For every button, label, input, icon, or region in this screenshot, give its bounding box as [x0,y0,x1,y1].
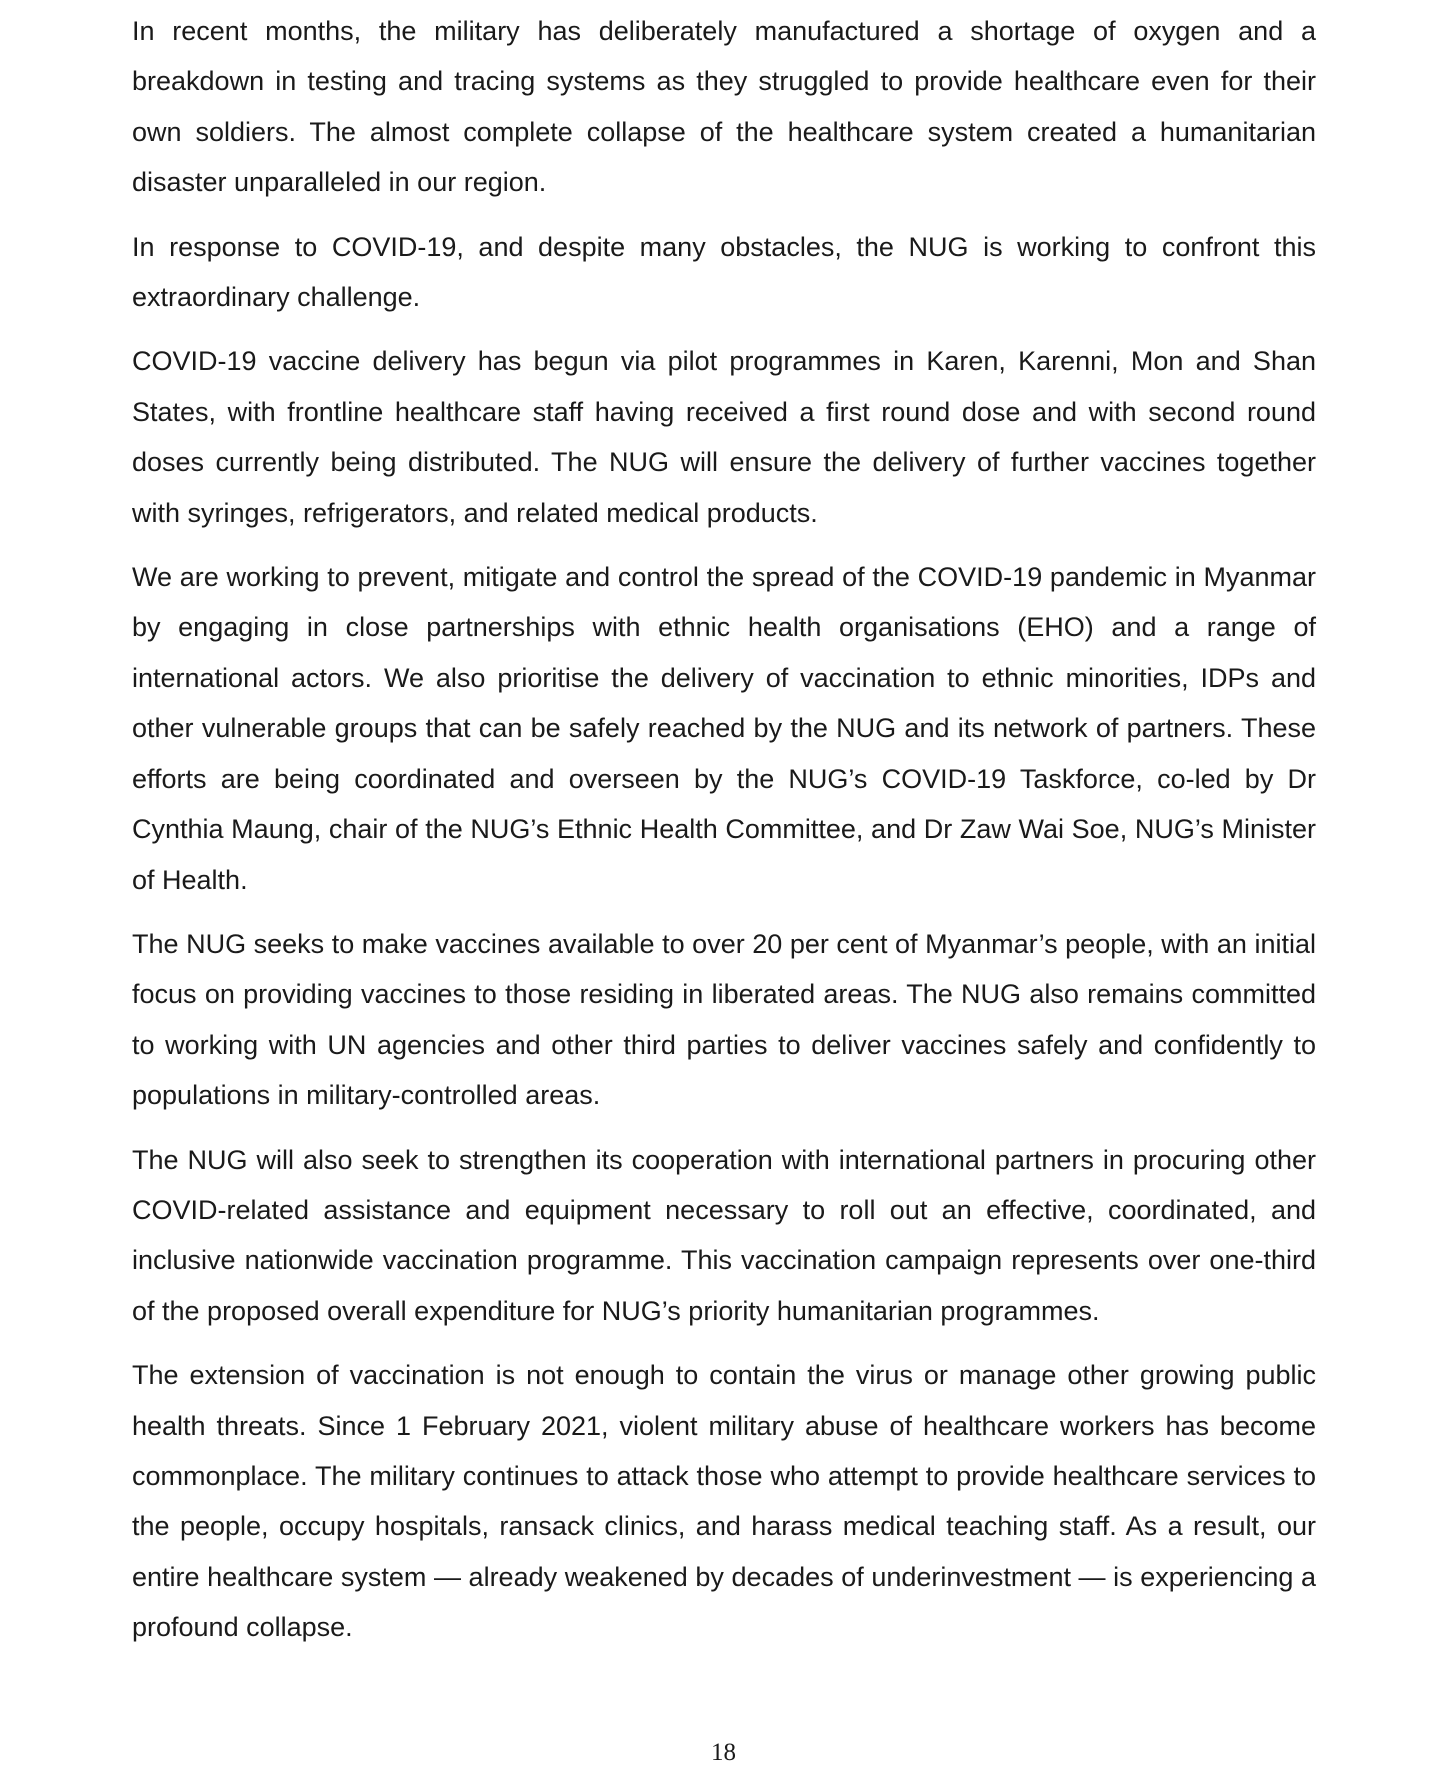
paragraph-vaccine-coverage: The NUG seeks to make vaccines available to over 20 per cent of Myanmar’s people, with an initial focus on providing vaccines to those residing in liberated areas. The NUG also remains committed to working with UN agencies and other third parties to deliver vaccines safely and confidently to populations in military-controlled areas. [132,928,1316,1111]
paragraph-international-cooperation: The NUG will also seek to strengthen its cooperation with international partners in procuring other COVID-related assistance and equipment necessary to roll out an effective, coordinated, and inclusive nationwide vaccination programme. This vaccination campaign represents over one-third of the proposed overall expenditure for NUG’s priority humanitarian programmes. [132,1144,1316,1326]
page-number: 18 [711,1739,736,1766]
body-text [132,6,1316,1653]
paragraph-healthcare-collapse: The extension of vaccination is not enough to contain the virus or manage other growing public health threats. Since 1 February 2021, violent military abuse of healthcare workers has become commonplace. The military continues to attack those who attempt to provide healthcare services to the people, occupy hospitals, ransack clinics, and harass medical teaching staff. As a result, our entire healthcare system — already weakened by decades of underinvestment — is experiencing a profound collapse. [132,1360,1316,1643]
paragraph-vaccine-delivery: COVID-19 vaccine delivery has begun via pilot programmes in Karen, Karenni, Mon and Shan States, with frontline healthcare staff having received a first round dose and with second round doses currently being distributed. The NUG will ensure the delivery of further vaccines together with syringes, refrigerators, and related medical products. [132,346,1316,528]
paragraph-oxygen-shortage: In recent months, the military has deliberately manufactured a shortage of oxygen and a breakdown in testing and tracing systems as they struggled to provide healthcare even for their own soldiers. The almost complete collapse of the healthcare system created a humanitarian disaster unparalleled in our region. [132,16,1316,198]
paragraph-covid-response: In response to COVID-19, and despite many obstacles, the NUG is working to confront this extraordinary challenge. [132,231,1316,313]
paragraph-partnerships: We are working to prevent, mitigate and control the spread of the COVID-19 pandemic in Myanmar by engaging in close partnerships with ethnic health organisations (EHO) and a range of international actors. We also prioritise the delivery of vaccination to ethnic minorities, IDPs and other vulnerable groups that can be safely reached by the NUG and its network of partners. These efforts are being coordinated and overseen by the NUG’s COVID-19 Taskforce, co-led by Dr Cynthia Maung, chair of the NUG’s Ethnic Health Committee, and Dr Zaw Wai Soe, NUG’s Minister of Health. [132,562,1316,895]
